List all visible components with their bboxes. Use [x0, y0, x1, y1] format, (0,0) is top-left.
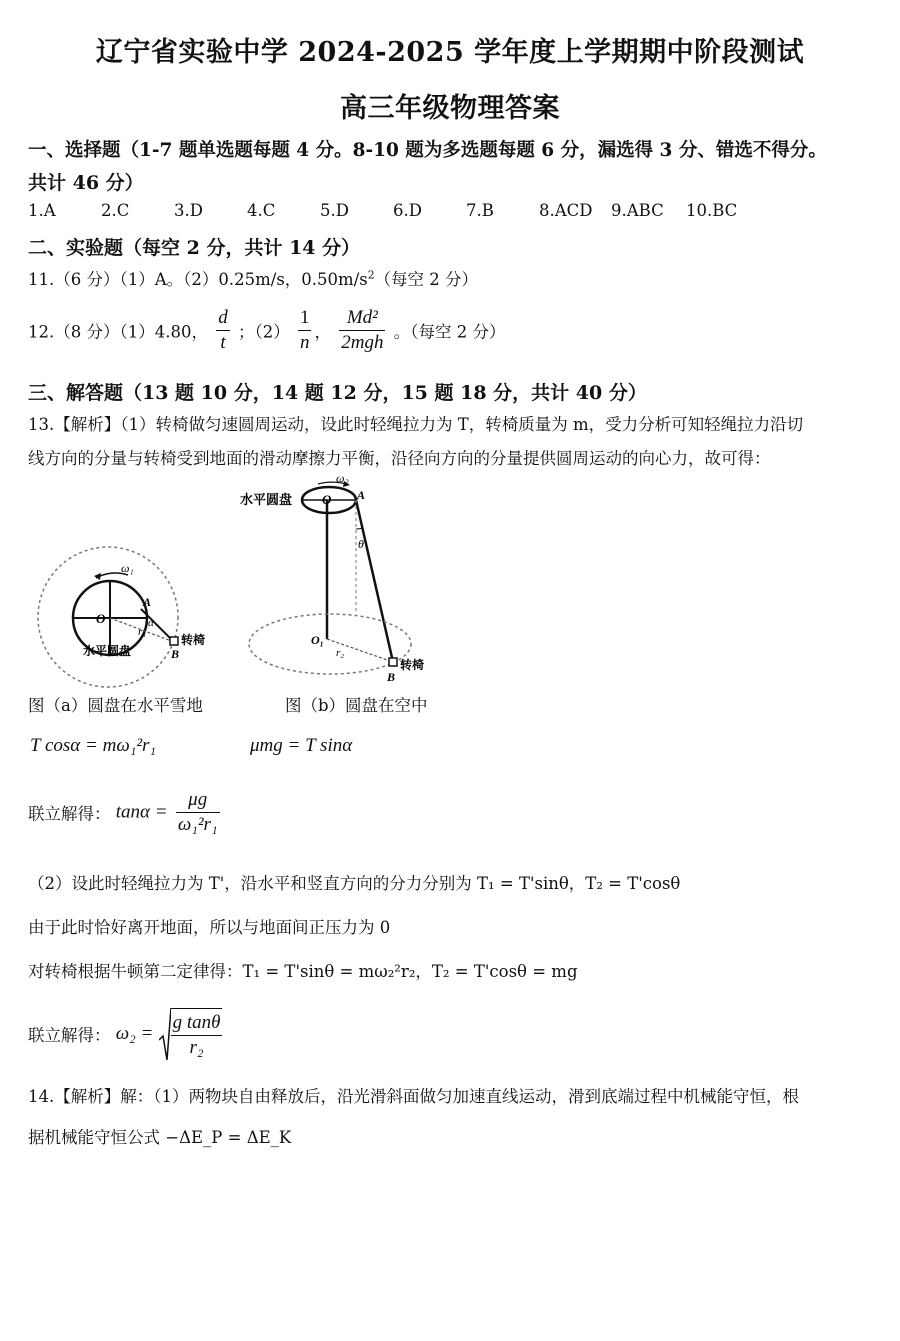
- equation-2: μmg = T sinα: [250, 735, 353, 756]
- label-O: O: [96, 611, 106, 626]
- fraction-denominator: t: [220, 332, 226, 353]
- section1-heading-a: 一、选择题（1-7 题单选题每题 4 分。8-10 题为多选题每题 6 分，漏选得 3 分、错选不得分。: [28, 140, 827, 161]
- q11-answer: [28, 266, 478, 290]
- figure-b-disk-in-air: [240, 464, 450, 689]
- answer-item: 6.D: [393, 201, 422, 220]
- label-r1: r₁: [138, 626, 147, 638]
- q11-text: 11.（6 分）（1）A。（2）0.25m/s，0.50m/s: [28, 270, 368, 289]
- label-O1: O₁: [311, 633, 324, 647]
- fraction-1-over-n: [298, 306, 312, 355]
- figure-a-disk-on-snow: [28, 530, 228, 690]
- answer-item: 2.C: [101, 201, 130, 220]
- q12-separator: ；（2）: [237, 322, 290, 342]
- label-A: A: [143, 595, 152, 609]
- section2-heading: 二、实验题（每空 2 分，共计 14 分）: [28, 237, 361, 259]
- figure-b-caption: 图（b）圆盘在空中: [285, 696, 428, 715]
- label-chair: 转椅: [181, 633, 206, 647]
- q11-exponent: 2: [367, 268, 375, 282]
- answer-item: 5.D: [320, 201, 349, 220]
- q13-line2: 线方向的分量与转椅受到地面的滑动摩擦力平衡，沿径向方向的分量提供圆周运动的向心力，故可得：: [28, 449, 771, 468]
- label-A: A: [357, 488, 366, 502]
- equation-1: T cosα = mω₁²r₁: [30, 735, 157, 756]
- label-O: O: [322, 492, 332, 507]
- choice-answers: [28, 201, 737, 220]
- fraction-denominator: n: [299, 332, 310, 353]
- label-theta: θ: [358, 537, 364, 551]
- solve-label: 联立解得：: [28, 1026, 111, 1045]
- fraction-denominator: 2mgh: [341, 332, 384, 353]
- q12-text: 12.（8 分）（1）4.80，: [28, 322, 208, 342]
- trajectory-ellipse: [249, 614, 411, 674]
- answer-item: 4.C: [247, 201, 276, 220]
- answer-item: 1.A: [28, 201, 56, 220]
- solve-lhs: ω₂ =: [115, 1023, 154, 1044]
- label-disk: 水平圆盘: [83, 644, 132, 658]
- fraction-numerator: g tanθ: [171, 1011, 223, 1036]
- answer-item: 7.B: [466, 201, 494, 220]
- fraction-denominator: r₂: [189, 1037, 204, 1058]
- square-root: [159, 1006, 223, 1062]
- label-disk: 水平圆盘: [240, 493, 293, 508]
- answer-item: 8.ACD: [539, 201, 593, 220]
- part2-line2: 由于此时恰好离开地面，所以与地面间正压力为 0: [28, 918, 391, 937]
- solve-2: [28, 1006, 222, 1062]
- label-chair: 转椅: [400, 658, 425, 672]
- label-omega1: ω₁: [121, 561, 134, 575]
- fraction-mu-g-over-omega-r: [176, 788, 220, 837]
- fraction-numerator: 1: [298, 306, 312, 331]
- fraction-denominator: ω₁²r₁: [177, 814, 218, 835]
- label-omega2: ω₂: [336, 471, 349, 485]
- section1-heading-b: 共计 46 分）: [28, 172, 144, 194]
- part2-line1: （2）设此时轻绳拉力为 T'，沿水平和竖直方向的分力分别为 T₁ = T'sinθ，T₂ = T'cosθ: [28, 874, 681, 893]
- q13-line1: 13.【解析】（1）转椅做匀速圆周运动，设此时轻绳拉力为 T，转椅质量为 m，受力分析可知轻绳拉力沿切: [28, 415, 804, 434]
- fraction-g-tan-over-r: [171, 1008, 223, 1060]
- chair-square-icon: [389, 658, 397, 666]
- label-r2: r₂: [336, 647, 345, 659]
- solve-1: [28, 788, 223, 837]
- chair-square-icon: [170, 637, 178, 645]
- fraction-numerator: d: [216, 306, 230, 331]
- answer-item: 3.D: [174, 201, 203, 220]
- answer-item: 9.ABC: [611, 201, 664, 220]
- fraction-numerator: Md²: [339, 306, 385, 331]
- fraction-Md2-over-2mgh: [339, 306, 385, 355]
- label-alpha: α: [148, 617, 154, 629]
- fraction-d-over-t: [216, 306, 230, 355]
- q11-note: （每空 2 分）: [374, 270, 479, 289]
- label-B: B: [171, 647, 180, 661]
- q14-line2: 据机械能守恒公式 −ΔE_P = ΔE_K: [28, 1128, 292, 1147]
- page-subtitle: 高三年级物理答案: [340, 93, 560, 124]
- figure-a-caption: 图（a）圆盘在水平雪地: [28, 696, 203, 715]
- solve-lhs: tanα =: [115, 801, 168, 823]
- page-title: 辽宁省实验中学 2024-2025 学年度上学期期中阶段测试: [95, 37, 805, 68]
- radical-sign-icon: [159, 1006, 171, 1062]
- fraction-numerator: μg: [176, 788, 220, 813]
- label-B: B: [387, 670, 396, 684]
- q12-note: 。（每空 2 分）: [393, 322, 506, 342]
- section3-heading: 三、解答题（13 题 10 分，14 题 12 分，15 题 18 分，共计 40 分）: [28, 382, 647, 404]
- q14-line1: 14.【解析】解：（1）两物块自由释放后，沿光滑斜面做匀加速直线运动，滑到底端过程中机械能守恒，根: [28, 1087, 799, 1106]
- answer-item: 10.BC: [686, 201, 738, 220]
- part2-line3: 对转椅根据牛顿第二定律得：T₁ = T'sinθ = mω₂²r₂，T₂ = T'cosθ = mg: [28, 962, 578, 981]
- q12-answer: 12.（8 分）（1）4.80， $\frac{d}{t}$ ；（2） $\frac{1}{n}$ ， $\frac{\text{Md²}}{\text{2mgh}}$ 。（每空 2 分）: [28, 307, 506, 353]
- solve-label: 联立解得：: [28, 804, 111, 824]
